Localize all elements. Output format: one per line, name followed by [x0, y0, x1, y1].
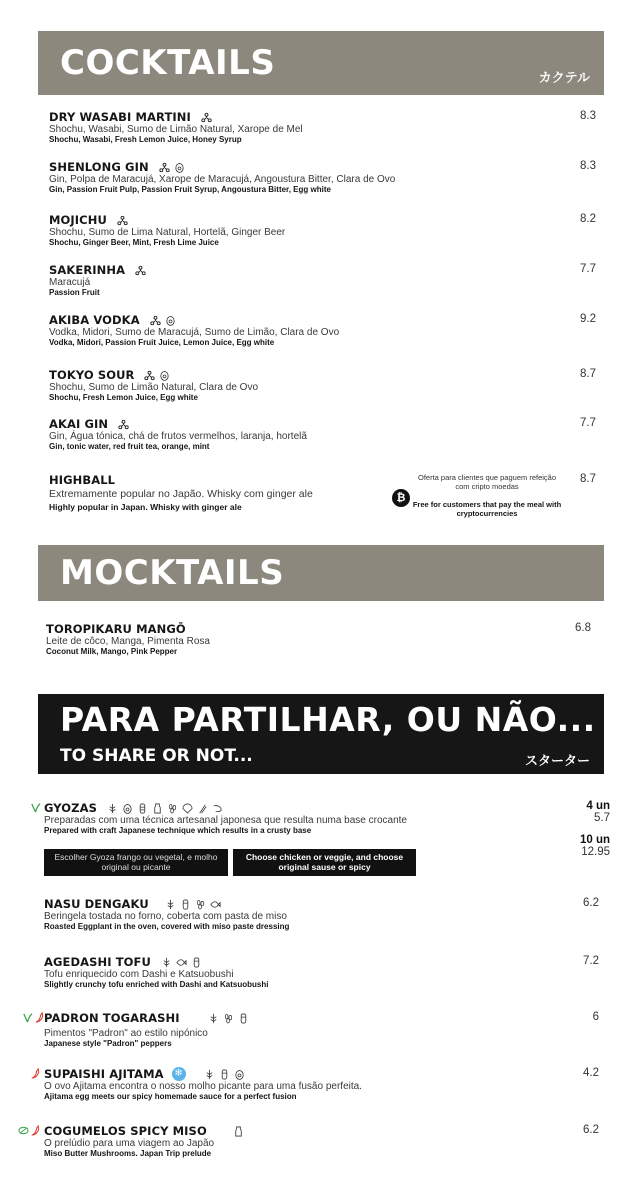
allergen-icons — [117, 215, 128, 226]
item-price: 6 — [592, 1011, 599, 1023]
gyoza-price-large: 12.95 — [581, 846, 610, 858]
cocktail-icon — [118, 419, 129, 430]
cocktails-title: COCKTAILS — [60, 43, 276, 83]
item-desc-en: Slightly crunchy tofu enriched with Dashi and Katsuobushi — [44, 980, 269, 989]
item-desc-en: Gin, Passion Fruit Pulp, Passion Fruit Syrup, Angoustura Bitter, Egg white — [49, 185, 331, 194]
allergen-icons — [208, 1013, 249, 1024]
vegan-leaf-icon — [22, 1012, 33, 1023]
share-banner — [38, 694, 604, 774]
allergen-icons — [204, 1069, 245, 1080]
gluten-icon — [204, 1069, 215, 1080]
egg-icon — [159, 370, 170, 381]
cogumelos-tags — [18, 1125, 41, 1136]
item-price: 9.2 — [580, 313, 596, 325]
crypto-offer — [392, 473, 562, 521]
item-name: NASU DENGAKU — [44, 897, 149, 911]
menu-item-gyozas — [44, 801, 564, 836]
item-name: SAKERINHA — [49, 263, 126, 277]
milk-icon — [152, 803, 163, 814]
item-desc-en: Miso Butter Mushrooms. Japan Trip prelude — [44, 1149, 212, 1158]
bitcoin-icon: ₿ — [392, 489, 410, 507]
item-price: 8.2 — [580, 213, 596, 225]
sesame-icon — [195, 899, 206, 910]
crypto-offer-pt: Oferta para clientes que paguem refeição com cripto moedas — [418, 473, 556, 491]
vegan-leaf-icon — [30, 802, 41, 813]
item-desc-pt: Shochu, Wasabi, Sumo de Limão Natural, Xarope de Mel — [49, 124, 303, 135]
gluten-icon — [107, 803, 118, 814]
gluten-icon — [161, 957, 172, 968]
menu-item-cocktail — [49, 368, 609, 403]
menu-item-cocktail — [49, 160, 609, 195]
item-desc-pt: Leite de côco, Manga, Pimenta Rosa — [46, 636, 210, 647]
celery-icon — [197, 803, 208, 814]
allergen-icons — [201, 112, 212, 123]
item-name: PADRON TOGARASHI — [44, 1011, 180, 1025]
allergen-icons — [107, 803, 223, 814]
menu-item-supaishi-ajitama — [44, 1067, 599, 1102]
item-desc-pt: O ovo Ajitama encontra o nosso molho picante para uma fusão perfeita. — [44, 1081, 362, 1092]
gyoza-prices — [580, 800, 610, 858]
cocktail-icon — [201, 112, 212, 123]
allergen-icons — [144, 370, 170, 381]
allergen-icons — [159, 162, 185, 173]
item-desc-en: Passion Fruit — [49, 288, 100, 297]
item-price: 4.2 — [583, 1067, 599, 1079]
item-price: 8.3 — [580, 160, 596, 172]
fish-icon — [210, 899, 221, 910]
item-desc-pt: Shochu, Sumo de Lima Natural, Hortelã, Ginger Beer — [49, 227, 286, 238]
item-desc-en: Ajitama egg meets our spicy homemade sauce for a perfect fusion — [44, 1092, 297, 1101]
item-desc-pt: Gin, Polpa de Maracujá, Xarope de Maracujá, Angoustura Bitter, Clara de Ovo — [49, 174, 396, 185]
cocktail-icon — [117, 215, 128, 226]
menu-item-padron-togarashi — [44, 1011, 599, 1049]
item-name: MOJICHU — [49, 213, 107, 227]
gyoza-qty-large: 10 un — [579, 834, 610, 846]
cocktail-icon — [144, 370, 155, 381]
mollusc-icon — [212, 803, 223, 814]
egg-icon — [234, 1069, 245, 1080]
item-desc-en: Prepared with craft Japanese technique which results in a crusty base — [44, 826, 312, 835]
soy-icon — [238, 1013, 249, 1024]
item-desc-en: Roasted Eggplant in the oven, covered with miso paste dressing — [44, 922, 290, 931]
item-name: TOKYO SOUR — [49, 368, 135, 382]
allergen-icons — [135, 265, 146, 276]
shellfish-icon — [182, 803, 193, 814]
snowflake-icon: ❄ — [172, 1067, 186, 1081]
item-price: 8.7 — [580, 368, 596, 380]
egg-icon — [165, 315, 176, 326]
item-name: DRY WASABI MARTINI — [49, 110, 191, 124]
egg-icon — [122, 803, 133, 814]
gyoza-price-small: 5.7 — [594, 812, 610, 824]
menu-item-cocktail — [49, 263, 609, 298]
item-desc-pt: Preparadas com uma técnica artesanal japonesa que resulta numa base crocante — [44, 815, 407, 826]
item-name: AGEDASHI TOFU — [44, 955, 151, 969]
cocktail-icon — [150, 315, 161, 326]
item-price: 6.8 — [575, 622, 591, 634]
share-jp-title: スターター — [524, 754, 590, 769]
item-desc-en: Coconut Milk, Mango, Pink Pepper — [46, 647, 178, 656]
allergen-icons — [161, 957, 202, 968]
allergen-icons — [233, 1126, 244, 1137]
item-name: AKIBA VODKA — [49, 313, 140, 327]
item-name: GYOZAS — [44, 801, 98, 815]
item-price: 8.3 — [580, 110, 596, 122]
gyoza-choice-pt: Escolher Gyoza frango ou vegetal, e molho original ou picante — [44, 849, 228, 876]
item-desc-pt: Beringela tostada no forno, coberta com pasta de miso — [44, 911, 287, 922]
soy-icon — [137, 803, 148, 814]
item-desc-en: Vodka, Midori, Passion Fruit Juice, Lemon Juice, Egg white — [49, 338, 275, 347]
mocktails-banner — [38, 545, 604, 601]
vegetarian-icon — [18, 1125, 29, 1136]
egg-icon — [174, 162, 185, 173]
cocktails-banner — [38, 31, 604, 95]
item-desc-pt: Vodka, Midori, Sumo de Maracujá, Sumo de Limão, Clara de Ovo — [49, 327, 340, 338]
item-name: SUPAISHI AJITAMA — [44, 1067, 164, 1081]
item-name: AKAI GIN — [49, 417, 109, 431]
allergen-icons — [150, 315, 176, 326]
allergen-icons — [118, 419, 129, 430]
share-title: PARA PARTILHAR, OU NÃO... — [60, 700, 596, 739]
mocktails-title: MOCKTAILS — [60, 553, 285, 593]
menu-item-cocktail — [49, 313, 609, 348]
item-desc-en: Shochu, Fresh Lemon Juice, Egg white — [49, 393, 198, 402]
item-desc-pt: Pimentos "Padron" ao estilo nipónico — [44, 1028, 208, 1039]
cocktail-icon — [159, 162, 170, 173]
item-name: HIGHBALL — [49, 473, 116, 487]
milk-icon — [233, 1126, 244, 1137]
item-price: 7.2 — [583, 955, 599, 967]
soy-icon — [219, 1069, 230, 1080]
menu-item-cocktail — [49, 213, 609, 248]
padron-tags — [22, 1012, 45, 1023]
item-name: TOROPIKARU MANGŌ — [46, 622, 186, 636]
menu-item-cocktail — [49, 110, 609, 145]
item-name: SHENLONG GIN — [49, 160, 149, 174]
item-price: 6.2 — [583, 897, 599, 909]
menu-item-cogumelos — [44, 1124, 599, 1159]
item-desc-pt: Shochu, Sumo de Limão Natural, Clara de Ovo — [49, 382, 258, 393]
sesame-icon — [167, 803, 178, 814]
crypto-offer-en: Free for customers that pay the meal with cryptocurrencies — [412, 500, 562, 518]
item-desc-pt: Tofu enriquecido com Dashi e Katsuobushi — [44, 969, 234, 980]
item-desc-en: Shochu, Ginger Beer, Mint, Fresh Lime Juice — [49, 238, 219, 247]
menu-item-cocktail — [49, 417, 609, 452]
item-price: 7.7 — [580, 263, 596, 275]
item-desc-pt: O prelúdio para uma viagem ao Japão — [44, 1138, 215, 1149]
item-desc-en: Gin, tonic water, red fruit tea, orange, mint — [49, 442, 210, 451]
item-desc-en: Shochu, Wasabi, Fresh Lemon Juice, Honey Syrup — [49, 135, 242, 144]
item-price: 8.7 — [580, 473, 596, 485]
cocktails-jp-title: カクテル — [538, 71, 590, 86]
soy-icon — [191, 957, 202, 968]
sesame-icon — [223, 1013, 234, 1024]
item-name: COGUMELOS SPICY MISO — [44, 1124, 207, 1138]
gyoza-tags — [30, 802, 41, 813]
menu-item-nasu-dengaku — [44, 897, 599, 932]
item-desc-en: Japanese style "Padron" peppers — [44, 1039, 172, 1048]
gyoza-choice-en: Choose chicken or veggie, and choose original sause or spicy — [233, 849, 416, 876]
fish-icon — [176, 957, 187, 968]
item-price: 7.7 — [580, 417, 596, 429]
share-subtitle: TO SHARE OR NOT... — [60, 746, 253, 766]
chili-pepper-icon — [30, 1068, 41, 1079]
gluten-icon — [208, 1013, 219, 1024]
item-price: 6.2 — [583, 1124, 599, 1136]
allergen-icons — [165, 899, 221, 910]
menu-item-toropikaru — [46, 622, 606, 657]
item-desc-en: Highly popular in Japan. Whisky with ginger ale — [49, 502, 242, 512]
item-desc-pt: Gin, Água tónica, chá de frutos vermelhos, laranja, hortelã — [49, 431, 307, 442]
chili-pepper-icon — [30, 1125, 41, 1136]
gyoza-qty-small: 4 un — [586, 800, 610, 812]
item-desc-pt: Extremamente popular no Japão. Whisky com ginger ale — [49, 488, 313, 500]
menu-item-agedashi-tofu — [44, 955, 599, 990]
gluten-icon — [165, 899, 176, 910]
cocktail-icon — [135, 265, 146, 276]
soy-icon — [180, 899, 191, 910]
supaishi-tags — [30, 1068, 41, 1079]
item-desc-pt: Maracujá — [49, 277, 91, 288]
